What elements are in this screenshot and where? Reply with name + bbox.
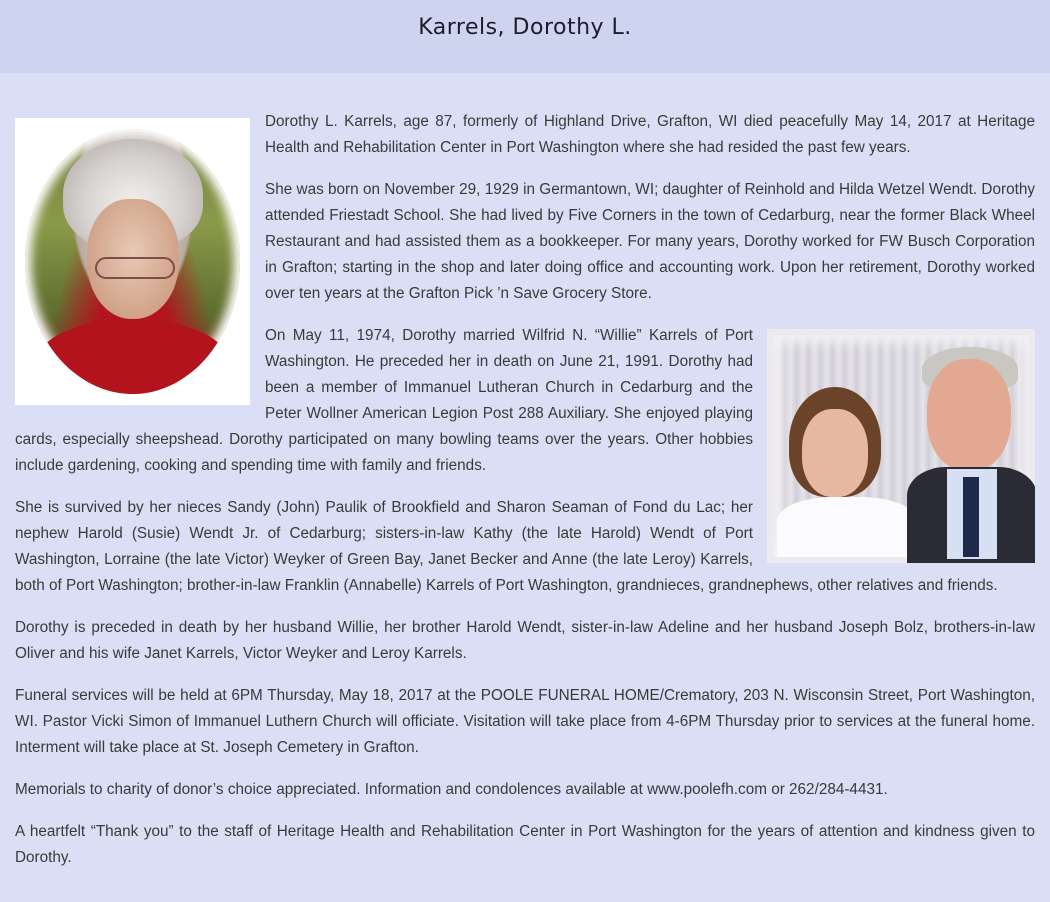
couple-photo-man-face (927, 359, 1011, 471)
obituary-paragraph-7: Memorials to charity of donor’s choice appreciated. Information and condolences available at www.poolefh.com or 262/284-4431. (15, 781, 888, 798)
obituary-content (0, 73, 1050, 871)
portrait-glasses (95, 257, 175, 279)
portrait-coat (35, 319, 230, 394)
obituary-paragraph-8: A heartfelt “Thank you” to the staff of Heritage Health and Rehabilitation Center in Port Washington for the years of attention and kindness given to Dorothy. (15, 823, 1035, 866)
obituary-paragraph-2: She was born on November 29, 1929 in Germantown, WI; daughter of Reinhold and Hilda Wetzel Wendt. Dorothy attended Friestadt School. She had lived by Five Corners in the town of Cedarburg, near the former Black Wheel Restaurant and had assisted them as a bookkeeper. For many years, Dorothy worked for FW Busch Corporation in Grafton; starting in the shop and later doing office and accounting work. Upon her retirement, Dorothy worked over ten years at the Grafton Pick ’n Save Grocery Store. (265, 181, 1035, 302)
portrait-oval (25, 129, 240, 394)
couple-photo-man-tie (963, 477, 979, 557)
portrait-photo-dorothy (15, 118, 250, 405)
obituary-paragraph-4: She is survived by her nieces Sandy (John) Paulik of Brookfield and Sharon Seaman of Fond du Lac; her nephew Harold (Susie) Wendt Jr. of Cedarburg; sisters-in-law Kathy (the late Harold) Wendt of Port Washington, Lorraine (the late Victor) Weyker of Green Bay, Janet Becker and Anne (the late Leroy) Karrels, both of Port Washington; brother-in-law Franklin (Annabelle) Karrels of Port Washington, grandnieces, grandnephews, other relatives and friends. (15, 499, 998, 594)
obituary-paragraph-1: Dorothy L. Karrels, age 87, formerly of Highland Drive, Grafton, WI died peacefully May 14, 2017 at Heritage Health and Rehabilitation Center in Port Washington where she had resided the past few years. (265, 113, 1035, 156)
couple-photo (767, 329, 1035, 563)
page-title: Karrels, Dorothy L. (418, 15, 632, 40)
obituary-paragraph-3: On May 11, 1974, Dorothy married Wilfrid N. “Willie” Karrels of Port Washington. He preceded her in death on June 21, 1991. Dorothy had been a member of Immanuel Lutheran Church in Cedarburg and the Peter Wollner American Legion Post 288 Auxiliary. She enjoyed playing cards, especially sheepshead. Dorothy participated on many bowling teams over the years. Other hobbies include gardening, cooking and spending time with family and friends. (15, 327, 753, 474)
obituary-paragraph-5: Dorothy is preceded in death by her husband Willie, her brother Harold Wendt, sister-in-law Adeline and her husband Joseph Bolz, brothers-in-law Oliver and his wife Janet Karrels, Victor Weyker and Leroy Karrels. (15, 619, 1035, 662)
obituary-paragraph-6: Funeral services will be held at 6PM Thursday, May 18, 2017 at the POOLE FUNERAL HOME/Crematory, 203 N. Wisconsin Street, Port Washington, WI. Pastor Vicki Simon of Immanuel Luthern Church will officiate. Visitation will take place from 4-6PM Thursday prior to services at the funeral home. Interment will take place at St. Joseph Cemetery in Grafton. (15, 687, 1035, 756)
couple-photo-woman-top (777, 497, 917, 557)
page-header (0, 0, 1050, 73)
couple-photo-woman-face (802, 409, 868, 497)
